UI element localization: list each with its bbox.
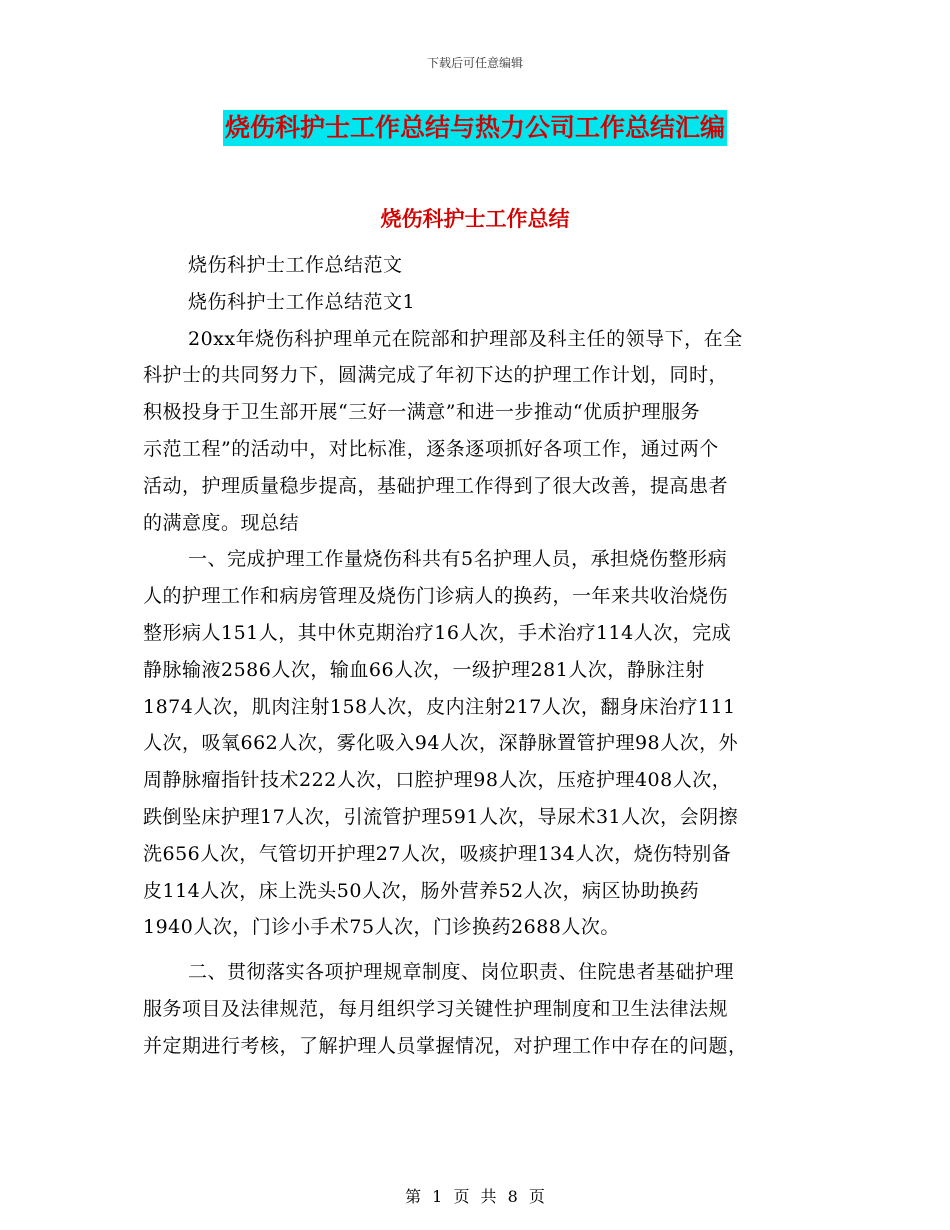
paragraph-line: 洗656人次，气管切开护理27人次，吸痰护理134人次，烧伤特别备: [143, 842, 732, 865]
paragraph-line: 一、完成护理工作量烧伤科共有5名护理人员，承担烧伤整形病: [188, 548, 728, 571]
page-number: 第 1 页 共 8 页: [405, 1187, 545, 1206]
paragraph-line: 示范工程”的活动中，对比标准，逐条逐项抓好各项工作，通过两个: [143, 437, 719, 460]
paragraph-line: 1940人次，门诊小手术75人次，门诊换药2688人次。: [143, 916, 620, 939]
paragraph-line: 烧伤科护士工作总结范文: [188, 254, 403, 276]
header-note: 下载后可任意编辑: [426, 56, 523, 70]
paragraph-line: 20xx年烧伤科护理单元在院部和护理部及科主任的领导下，在全: [188, 327, 743, 350]
paragraph-line: 并定期进行考核，了解护理人员掌握情况，对护理工作中存在的问题，: [143, 1034, 748, 1057]
paragraph-line: 烧伤科护士工作总结范文1: [188, 290, 416, 313]
paragraph-line: 静脉输液2586人次，输血66人次，一级护理281人次，静脉注射: [143, 658, 705, 681]
paragraph-line: 周静脉瘤指针技术222人次，口腔护理98人次，压疮护理408人次，: [143, 769, 732, 792]
document-title-text: 烧伤科护士工作总结与热力公司工作总结汇编: [223, 110, 727, 146]
paragraph-line: 皮114人次，床上洗头50人次，肠外营养52人次，病区协助换药: [143, 879, 700, 902]
section-title: 烧伤科护士工作总结: [380, 207, 570, 231]
paragraph-line: 人的护理工作和病房管理及烧伤门诊病人的换药，一年来共收治烧伤: [143, 585, 729, 608]
paragraph-line: 活动，护理质量稳步提高，基础护理工作得到了很大改善，提高患者: [143, 474, 729, 497]
paragraph-line: 人次，吸氧662人次，雾化吸入94人次，深静脉置管护理98人次，外: [143, 732, 739, 755]
paragraph-line: 跌倒坠床护理17人次，引流管护理591人次，导尿术31人次，会阴擦: [143, 805, 739, 828]
paragraph-line: 的满意度。现总结: [143, 511, 300, 534]
paragraph-line: 1874人次，肌肉注射158人次，皮内注射217人次，翻身床治疗111: [143, 695, 736, 718]
paragraph-line: 整形病人151人，其中休克期治疗16人次，手术治疗114人次，完成: [143, 621, 732, 644]
paragraph-line: 科护士的共同努力下，圆满完成了年初下达的护理工作计划，同时，: [143, 364, 729, 387]
paragraph-line: 二、贯彻落实各项护理规章制度、岗位职责、住院患者基础护理: [188, 961, 735, 984]
paragraph-line: 积极投身于卫生部开展“三好一满意”和进一步推动“优质护理服务: [143, 401, 701, 424]
body-text: [143, 247, 809, 1065]
document-title: [0, 110, 950, 146]
paragraph-line: 服务项目及法律规范，每月组织学习关键性护理制度和卫生法律法规: [143, 997, 729, 1020]
